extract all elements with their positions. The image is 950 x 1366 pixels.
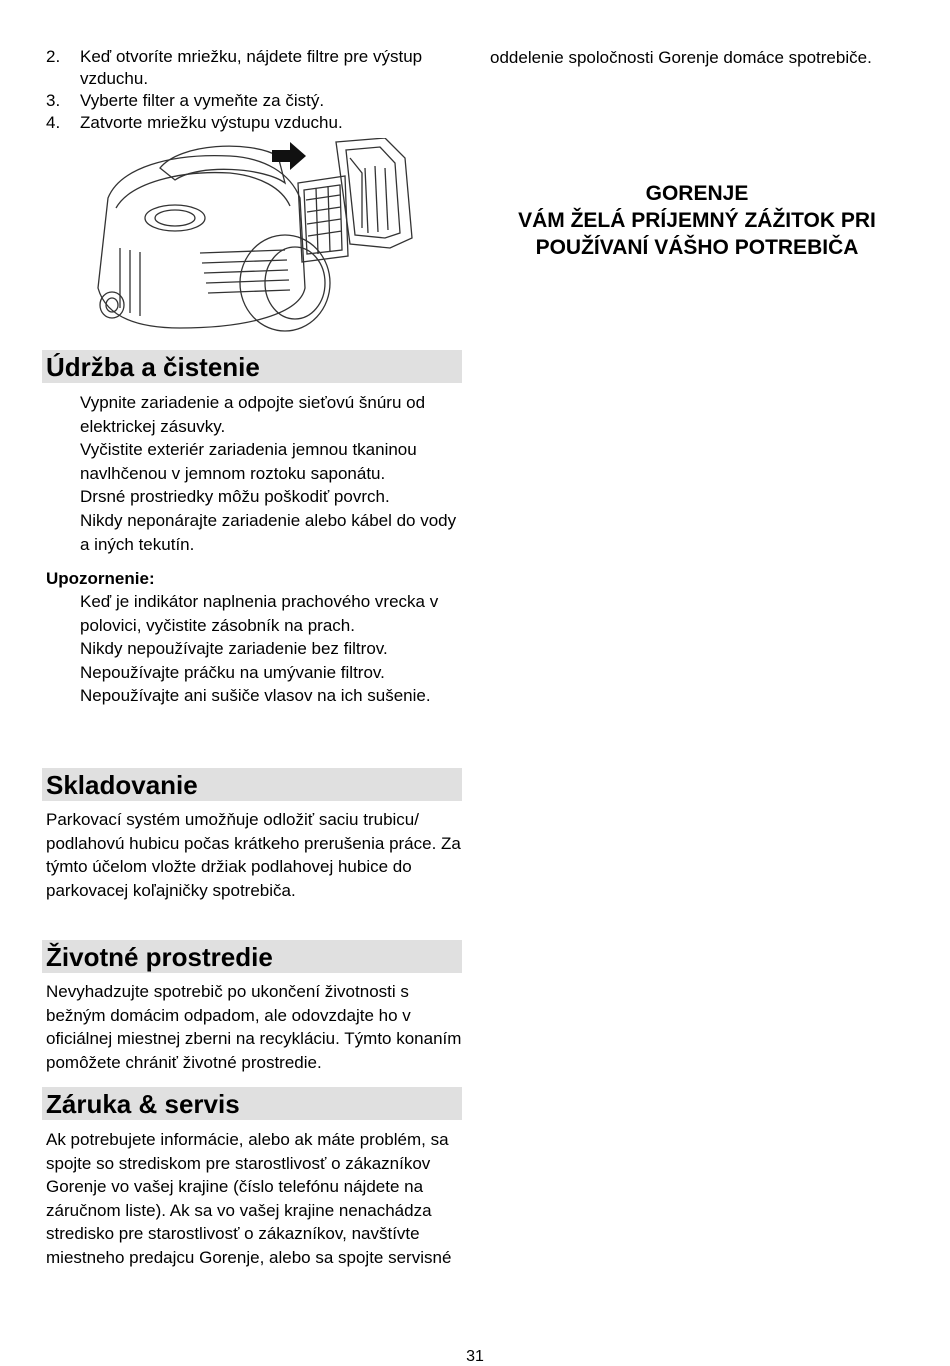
section-heading-warranty: Záruka & servis [42,1087,462,1120]
storage-text: Parkovací systém umožňuje odložiť saciu trubicu/ podlahovú hubicu počas krátkeho prerušenia práce. Za týmto účelom vložte držiak podlahovej hubice do parkovacej koľajničky spotrebiča. [46,810,461,900]
right-column [490,46,904,70]
storage-block [46,808,462,902]
steps-list [46,46,462,134]
warning-paragraph: Nepoužívajte ani sušiče vlasov na ich sušenie. [80,686,431,706]
maintenance-paragraph: Vyčistite exteriér zariadenia jemnou tkaninou navlhčenou v jemnom roztoku saponátu. [80,440,417,483]
section-heading-maintenance: Údržba a čistenie [42,350,462,383]
step-text: Vyberte filter a vymeňte za čistý. [80,91,325,110]
steps-block [46,46,462,134]
continuation-text: oddelenie spoločnosti Gorenje domáce spotrebiče. [490,48,872,67]
warranty-text: Ak potrebujete informácie, alebo ak máte problém, sa spojte so strediskom pre starostlivosť o zákazníkov Gorenje vo vašej krajine (číslo telefónu nájdete na záručnom liste). Ak sa vo vašej krajine nenachádza stredisko pre starostlivosť o zákazníkov, navštívte miestneho predajcu Gorenje, alebo sa spojte servisné [46,1130,452,1267]
page-number: 31 [466,1348,484,1365]
closing-message [490,180,904,261]
maintenance-paragraph: Vypnite zariadenie a odpojte sieťovú šnúru od elektrickej zásuvky. [80,393,426,436]
arrow-right-icon [272,142,306,170]
warning-paragraph: Nikdy nepoužívajte zariadenie bez filtrov. [80,639,388,659]
vacuum-filter-illustration [50,138,420,338]
warning-label: Upozornenie: [46,569,155,588]
closing-line: POUŽÍVANÍ VÁŠHO POTREBIČA [535,236,859,259]
step-number: 3. [46,91,61,110]
step-number: 4. [46,113,61,132]
warning-block [46,567,462,708]
closing-line: GORENJE [645,182,749,205]
environment-block [46,980,462,1074]
warranty-block [46,1128,462,1270]
list-item [46,46,462,90]
maintenance-paragraph: Nikdy neponárajte zariadenie alebo kábel do vody a iných tekutín. [80,510,457,554]
list-item [46,112,462,134]
environment-text: Nevyhadzujte spotrebič po ukončení životnosti s bežným domácim odpadom, ale odovzdajte ho v oficiálnej miestnej zberni na recykláciu. Týmto konaním pomôžete chrániť životné prostredie. [46,982,462,1072]
step-number: 2. [46,47,61,66]
vacuum-cleaner-icon [50,138,420,338]
maintenance-paragraph: Drsné prostriedky môžu poškodiť povrch. [80,487,390,507]
warning-paragraph: Keď je indikátor naplnenia prachového vrecka v polovici, vyčistite zásobník na prach. [80,592,439,635]
step-text: Keď otvoríte mriežku, nájdete filtre pre výstup vzduchu. [80,47,423,88]
step-text: Zatvorte mriežku výstupu vzduchu. [80,113,343,132]
maintenance-block [46,391,462,556]
list-item [46,90,462,112]
section-heading-storage: Skladovanie [42,768,462,801]
closing-line: VÁM ŽELÁ PRÍJEMNÝ ZÁŽITOK PRI [518,209,876,232]
section-heading-environment: Životné prostredie [42,940,462,973]
warning-paragraph: Nepoužívajte práčku na umývanie filtrov. [80,662,385,682]
